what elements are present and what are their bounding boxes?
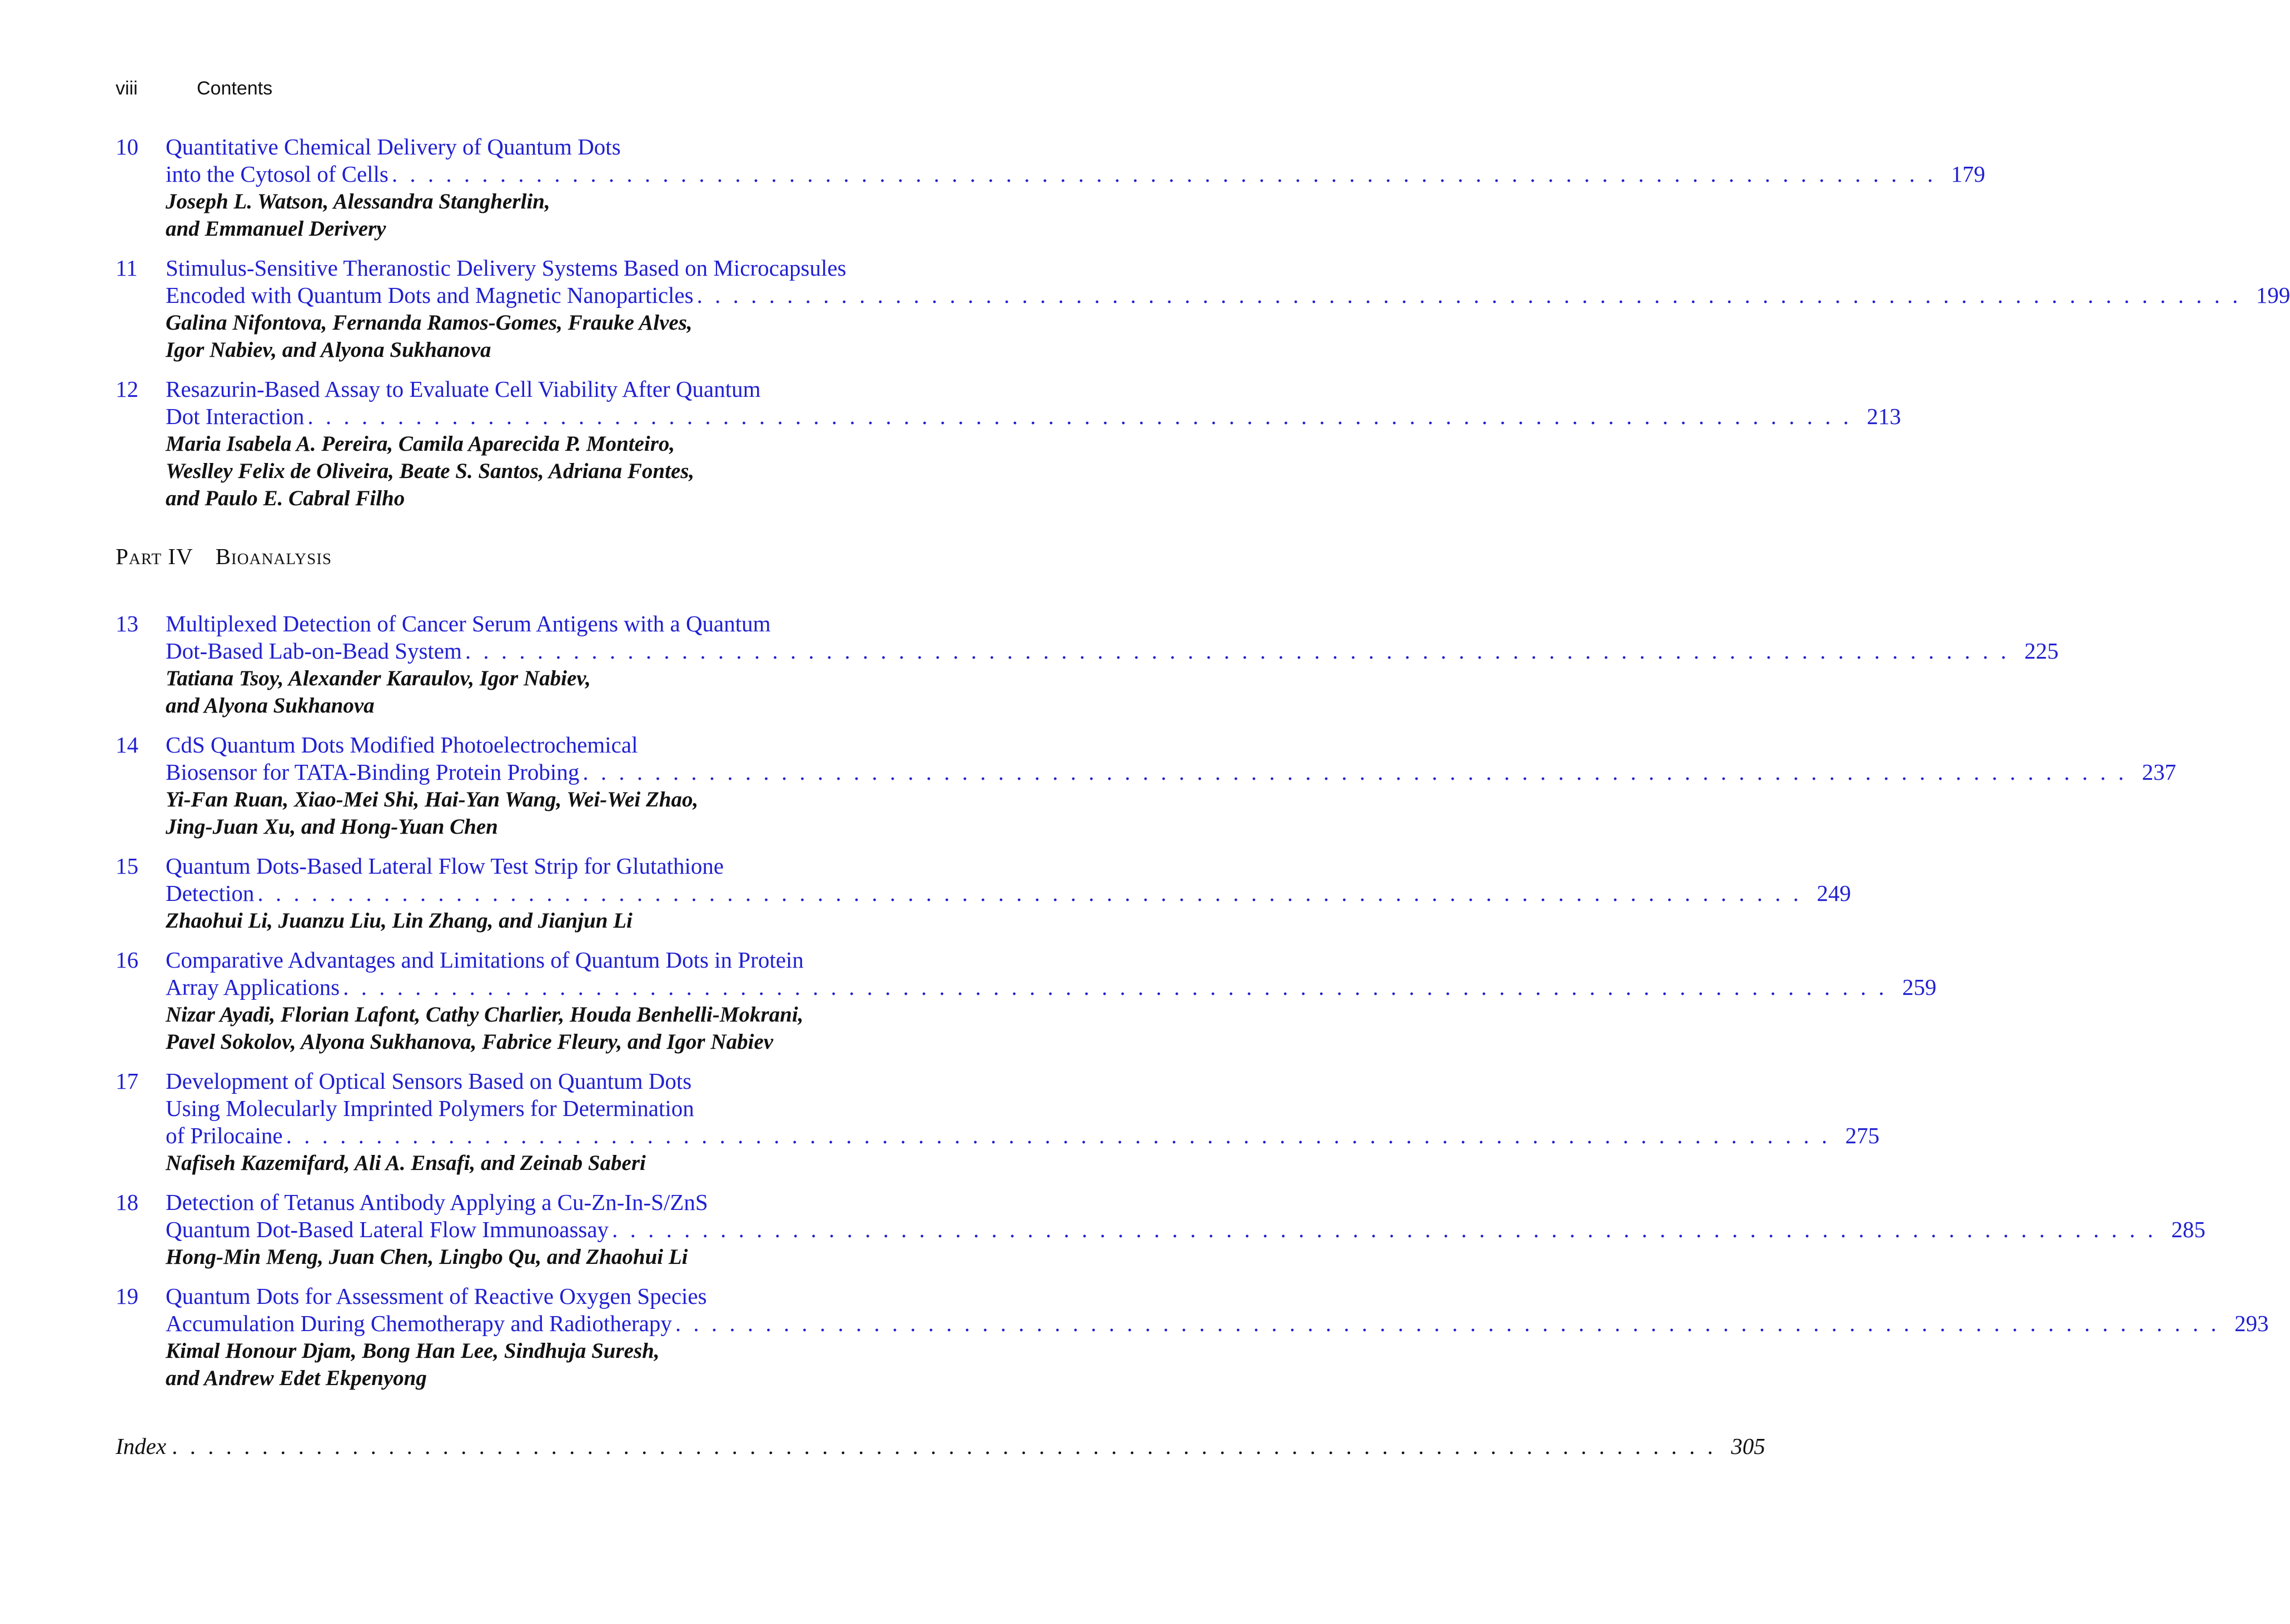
- chapter-page-number[interactable]: 199: [2256, 282, 2290, 308]
- chapter-authors-line: Nizar Ayadi, Florian Lafont, Cathy Charlier, Houda Benhelli-Mokrani,: [166, 1003, 804, 1027]
- dot-leader: . . . . . . . . . . . . . . . . . . . . . . . . . . . . . . . . . . . . . . . . . . . . . . . . . . . . . . . . . . . . . . . . . . . . . . . . . . . . . . . . . . . . . .: [307, 403, 1853, 429]
- chapter-title-last-line[interactable]: [166, 1310, 2269, 1337]
- chapter-title-last-line[interactable]: [166, 974, 1936, 1001]
- toc-entries-top: [116, 133, 2290, 512]
- chapter-page-number[interactable]: 293: [2234, 1311, 2269, 1336]
- chapter-authors-line: Jing-Juan Xu, and Hong-Yuan Chen: [166, 815, 498, 839]
- part-heading: [116, 543, 1022, 570]
- chapter-number[interactable]: 16: [116, 947, 138, 973]
- chapter-body: [166, 610, 2059, 719]
- chapter-title-text[interactable]: Biosensor for TATA-Binding Protein Probing: [166, 759, 580, 785]
- chapter-authors-line: Maria Isabela A. Pereira, Camila Aparecida P. Monteiro,: [166, 432, 675, 456]
- chapter-authors-line: Galina Nifontova, Fernanda Ramos-Gomes, Frauke Alves,: [166, 311, 693, 335]
- toc-entry-chapter-13[interactable]: [116, 610, 2059, 719]
- chapter-body: [166, 1068, 1880, 1177]
- chapter-authors-line: and Andrew Edet Ekpenyong: [166, 1366, 427, 1390]
- dot-leader: . . . . . . . . . . . . . . . . . . . . . . . . . . . . . . . . . . . . . . . . . . . . . . . . . . . . . . . . . . . . . . . . . . . . . . . . . . . . . . . . . . . . . .: [172, 1433, 1716, 1459]
- chapter-title-text[interactable]: Array Applications: [166, 974, 340, 1000]
- chapter-authors-line: Hong-Min Meng, Juan Chen, Lingbo Qu, and Zhaohui Li: [166, 1245, 688, 1269]
- dot-leader: . . . . . . . . . . . . . . . . . . . . . . . . . . . . . . . . . . . . . . . . . . . . . . . . . . . . . . . . . . . . . . . . . . . . . . . . . . . . . . . . . . . . . .: [465, 638, 2010, 664]
- chapter-title-text[interactable]: Detection: [166, 880, 255, 906]
- chapter-title-last-line[interactable]: [166, 282, 2290, 309]
- chapter-page-number[interactable]: 225: [2024, 638, 2059, 664]
- chapter-body: [166, 255, 2290, 363]
- chapter-title-line[interactable]: Detection of Tetanus Antibody Applying a Cu-Zn-In-S/ZnS: [166, 1189, 708, 1215]
- chapter-title-line[interactable]: Comparative Advantages and Limitations of Quantum Dots in Protein: [166, 947, 804, 973]
- chapter-authors-line: Joseph L. Watson, Alessandra Stangherlin,: [166, 190, 550, 213]
- chapter-number[interactable]: 19: [116, 1283, 138, 1309]
- toc-entry-chapter-10[interactable]: [116, 133, 1985, 242]
- toc-entry-index[interactable]: [116, 1433, 1765, 1460]
- chapter-title-line[interactable]: Resazurin-Based Assay to Evaluate Cell Viability After Quantum: [166, 376, 761, 402]
- chapter-authors-line: Weslley Felix de Oliveira, Beate S. Santos, Adriana Fontes,: [166, 459, 695, 483]
- toc-entry-chapter-11[interactable]: [116, 255, 2290, 363]
- chapter-title-line[interactable]: Quantum Dots-Based Lateral Flow Test Strip for Glutathione: [166, 853, 724, 879]
- dot-leader: . . . . . . . . . . . . . . . . . . . . . . . . . . . . . . . . . . . . . . . . . . . . . . . . . . . . . . . . . . . . . . . . . . . . . . . . . . . . . . . . . . . . . .: [583, 759, 2128, 785]
- chapter-title-last-line[interactable]: [166, 880, 1851, 907]
- toc-entry-chapter-14[interactable]: [116, 731, 2177, 840]
- dot-leader: . . . . . . . . . . . . . . . . . . . . . . . . . . . . . . . . . . . . . . . . . . . . . . . . . . . . . . . . . . . . . . . . . . . . . . . . . . . . . . . . . . . . . .: [391, 161, 1936, 187]
- chapter-authors-line: and Alyona Sukhanova: [166, 694, 375, 718]
- chapter-authors-line: Zhaohui Li, Juanzu Liu, Lin Zhang, and Jianjun Li: [166, 909, 633, 933]
- running-head: [116, 78, 272, 99]
- toc-entry-chapter-19[interactable]: [116, 1283, 2269, 1392]
- chapter-page-number[interactable]: 237: [2142, 759, 2177, 785]
- chapter-title-last-line[interactable]: [166, 759, 2177, 786]
- chapter-title-last-line[interactable]: [166, 1216, 2206, 1243]
- chapter-title-text[interactable]: Encoded with Quantum Dots and Magnetic Nanoparticles: [166, 282, 694, 308]
- chapter-body: [166, 133, 1985, 242]
- chapter-authors-line: Kimal Honour Djam, Bong Han Lee, Sindhuja Suresh,: [166, 1339, 660, 1363]
- table-of-contents: [116, 133, 2290, 1460]
- chapter-title-last-line[interactable]: [166, 637, 2059, 665]
- chapter-title-text[interactable]: Dot Interaction: [166, 403, 305, 429]
- chapter-authors-line: and Emmanuel Derivery: [166, 217, 386, 241]
- toc-entries-bottom: [116, 610, 2269, 1392]
- chapter-title-text[interactable]: of Prilocaine: [166, 1123, 283, 1148]
- chapter-authors-line: Nafiseh Kazemifard, Ali A. Ensafi, and Zeinab Saberi: [166, 1151, 646, 1175]
- toc-entry-chapter-17[interactable]: [116, 1068, 1880, 1177]
- chapter-body: [166, 731, 2177, 840]
- chapter-authors-line: and Paulo E. Cabral Filho: [166, 486, 405, 510]
- chapter-title-text[interactable]: Quantum Dot-Based Lateral Flow Immunoassay: [166, 1217, 609, 1242]
- chapter-body: [166, 1283, 2269, 1392]
- toc-entry-chapter-18[interactable]: [116, 1189, 2206, 1271]
- chapter-page-number[interactable]: 249: [1816, 880, 1851, 906]
- chapter-title-line[interactable]: Quantum Dots for Assessment of Reactive Oxygen Species: [166, 1283, 707, 1309]
- chapter-number[interactable]: 18: [116, 1189, 138, 1215]
- chapter-number[interactable]: 12: [116, 376, 138, 402]
- chapter-page-number[interactable]: 213: [1866, 403, 1901, 429]
- chapter-body: [166, 946, 1936, 1055]
- chapter-number[interactable]: 14: [116, 732, 138, 758]
- dot-leader: . . . . . . . . . . . . . . . . . . . . . . . . . . . . . . . . . . . . . . . . . . . . . . . . . . . . . . . . . . . . . . . . . . . . . . . . . . . . . . . . . . . . . .: [286, 1123, 1831, 1148]
- dot-leader: . . . . . . . . . . . . . . . . . . . . . . . . . . . . . . . . . . . . . . . . . . . . . . . . . . . . . . . . . . . . . . . . . . . . . . . . . . . . . . . . . . . . . .: [612, 1217, 2157, 1242]
- chapter-page-number[interactable]: 285: [2171, 1217, 2206, 1242]
- chapter-title-line[interactable]: Stimulus-Sensitive Theranostic Delivery Systems Based on Microcapsules: [166, 255, 847, 281]
- chapter-number[interactable]: 17: [116, 1068, 138, 1094]
- chapter-title-line[interactable]: Development of Optical Sensors Based on Quantum Dots: [166, 1068, 692, 1094]
- chapter-authors-line: Tatiana Tsoy, Alexander Karaulov, Igor Nabiev,: [166, 666, 591, 690]
- chapter-number[interactable]: 11: [116, 255, 138, 281]
- chapter-page-number[interactable]: 259: [1902, 974, 1936, 1000]
- chapter-page-number[interactable]: 179: [1951, 161, 1985, 187]
- dot-leader: . . . . . . . . . . . . . . . . . . . . . . . . . . . . . . . . . . . . . . . . . . . . . . . . . . . . . . . . . . . . . . . . . . . . . . . . . . . . . . . . . . . . . .: [675, 1311, 2220, 1336]
- chapter-number[interactable]: 13: [116, 611, 138, 636]
- chapter-body: [166, 853, 1851, 934]
- part-label: Part IV: [116, 544, 193, 569]
- part-name: Bioanalysis: [215, 544, 332, 569]
- dot-leader: . . . . . . . . . . . . . . . . . . . . . . . . . . . . . . . . . . . . . . . . . . . . . . . . . . . . . . . . . . . . . . . . . . . . . . . . . . . . . . . . . . . . . .: [257, 880, 1803, 906]
- chapter-body: [166, 376, 1901, 512]
- chapter-title-last-line[interactable]: [166, 1122, 1880, 1149]
- chapter-title-text[interactable]: into the Cytosol of Cells: [166, 161, 389, 187]
- toc-entry-chapter-16[interactable]: [116, 946, 1936, 1055]
- chapter-title-last-line[interactable]: [166, 161, 1985, 188]
- chapter-title-line[interactable]: Quantitative Chemical Delivery of Quantum Dots: [166, 134, 621, 160]
- chapter-title-text[interactable]: Dot-Based Lab-on-Bead System: [166, 638, 462, 664]
- index-page-number[interactable]: 305: [1731, 1433, 1765, 1459]
- index-label[interactable]: Index: [116, 1433, 167, 1459]
- chapter-number[interactable]: 10: [116, 134, 138, 160]
- chapter-title-text[interactable]: Accumulation During Chemotherapy and Radiotherapy: [166, 1311, 672, 1336]
- chapter-body: [166, 1189, 2206, 1271]
- dot-leader: . . . . . . . . . . . . . . . . . . . . . . . . . . . . . . . . . . . . . . . . . . . . . . . . . . . . . . . . . . . . . . . . . . . . . . . . . . . . . . . . . . . . . .: [696, 282, 2242, 308]
- chapter-title-line[interactable]: Using Molecularly Imprinted Polymers for Determination: [166, 1095, 694, 1121]
- toc-entry-chapter-15[interactable]: [116, 853, 1851, 934]
- chapter-authors-line: Igor Nabiev, and Alyona Sukhanova: [166, 338, 491, 362]
- chapter-title-line[interactable]: CdS Quantum Dots Modified Photoelectrochemical: [166, 732, 638, 758]
- chapter-title-last-line[interactable]: [166, 403, 1901, 430]
- toc-entry-chapter-12[interactable]: [116, 376, 1901, 512]
- chapter-number[interactable]: 15: [116, 853, 138, 879]
- chapter-page-number[interactable]: 275: [1845, 1123, 1880, 1148]
- folio-number: viii: [116, 78, 138, 99]
- chapter-authors-line: Pavel Sokolov, Alyona Sukhanova, Fabrice Fleury, and Igor Nabiev: [166, 1030, 774, 1054]
- chapter-title-line[interactable]: Multiplexed Detection of Cancer Serum Antigens with a Quantum: [166, 611, 771, 636]
- chapter-authors-line: Yi-Fan Ruan, Xiao-Mei Shi, Hai-Yan Wang, Wei-Wei Zhao,: [166, 788, 699, 811]
- running-head-title: Contents: [197, 78, 273, 99]
- dot-leader: . . . . . . . . . . . . . . . . . . . . . . . . . . . . . . . . . . . . . . . . . . . . . . . . . . . . . . . . . . . . . . . . . . . . . . . . . . . . . . . . . . . . . .: [343, 974, 1888, 1000]
